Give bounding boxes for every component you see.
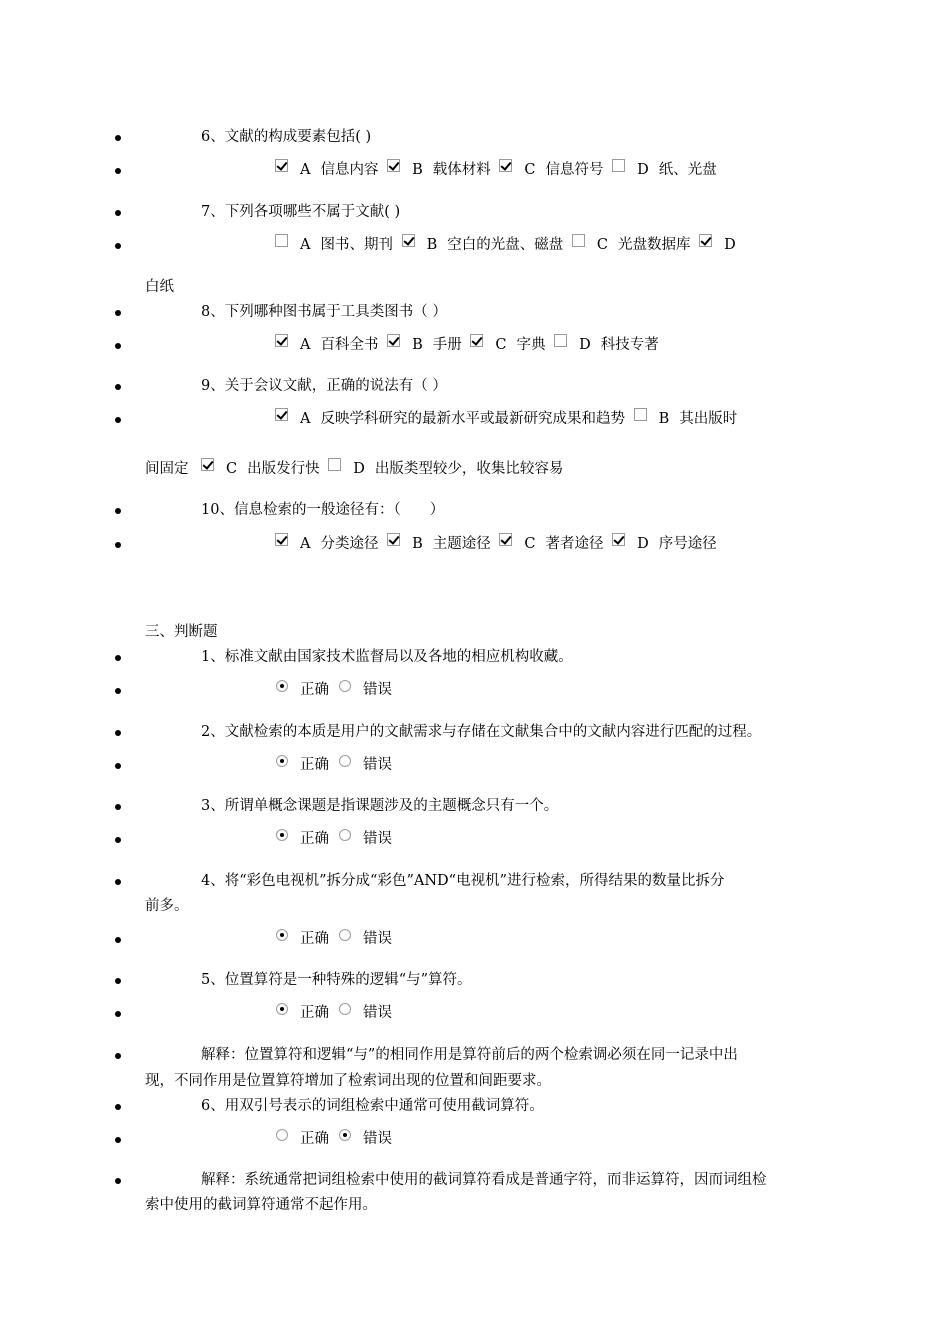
option-letter: B: [412, 162, 423, 178]
radio-false[interactable]: [339, 929, 351, 941]
question-text: 前多。: [145, 898, 189, 914]
checkbox[interactable]: [402, 234, 415, 247]
option-text: 分类途径: [320, 536, 379, 552]
option-text: 著者途径: [545, 536, 604, 552]
bullet-icon: [115, 168, 121, 174]
radio-true[interactable]: [276, 929, 288, 941]
checkbox[interactable]: [201, 458, 214, 471]
bullet-icon: [115, 542, 121, 548]
radio-false[interactable]: [339, 755, 351, 767]
checkbox[interactable]: [275, 533, 288, 546]
option-letter: B: [412, 536, 423, 552]
radio-false[interactable]: [339, 680, 351, 692]
bullet-icon: [115, 655, 121, 661]
option-text: 字典: [516, 337, 546, 353]
explanation-text: 解释：系统通常把词组检索中使用的截词算符看成是普通字符，而非运算符，因而词组检: [201, 1172, 767, 1188]
option-letter: D: [637, 536, 649, 552]
checkbox[interactable]: [328, 458, 341, 471]
option-text: 出版类型较少，收集比较容易: [374, 461, 564, 477]
section-title: 三、判断题: [145, 624, 218, 640]
option-group: [275, 160, 721, 180]
option-text: 出版发行快: [247, 461, 320, 477]
answer-true-label: 正确: [300, 1005, 329, 1021]
question-text: 6、用双引号表示的词组检索中通常可使用截词算符。: [201, 1098, 544, 1114]
question-text: 6、文献的构成要素包括( ): [201, 129, 372, 145]
question-text: 3、所谓单概念课题是指课题涉及的主题概念只有一个。: [201, 798, 559, 814]
radio-true[interactable]: [276, 1003, 288, 1015]
radio-true[interactable]: [276, 1129, 288, 1141]
checkbox[interactable]: [387, 159, 400, 172]
question-text: 8、下列哪种图书属于工具类图书（ ）: [201, 304, 447, 320]
checkbox[interactable]: [275, 159, 288, 172]
bullet-icon: [115, 804, 121, 810]
question-text: 4、将“彩色电视机”拆分成“彩色”AND“电视机”进行检索，所得结果的数量比拆分: [201, 873, 725, 889]
answer-group: [276, 929, 402, 949]
question-text: 10、信息检索的一般途径有：（ ）: [201, 502, 445, 518]
checkbox[interactable]: [387, 334, 400, 347]
answer-false-label: 错误: [363, 1005, 392, 1021]
bullet-icon: [115, 135, 121, 141]
option-letter: B: [426, 237, 438, 253]
option-text: 手册: [432, 337, 462, 353]
question-text: 5、位置算符是一种特殊的逻辑“与”算符。: [201, 972, 472, 988]
question-text: 9、关于会议文献，正确的说法有（ ）: [201, 378, 447, 394]
answer-true-label: 正确: [300, 757, 329, 773]
option-letter: C: [524, 536, 536, 552]
radio-false[interactable]: [339, 1003, 351, 1015]
bullet-icon: [115, 384, 121, 390]
radio-true[interactable]: [276, 755, 288, 767]
bullet-icon: [115, 508, 121, 514]
option-letter: D: [724, 237, 736, 253]
bullet-icon: [115, 1053, 121, 1059]
answer-false-label: 错误: [363, 1131, 392, 1147]
option-group: [201, 459, 567, 479]
answer-group: [276, 1129, 402, 1149]
option-letter: B: [658, 411, 670, 427]
bullet-icon: [115, 343, 121, 349]
bullet-icon: [115, 1104, 121, 1110]
answer-true-label: 正确: [300, 1131, 329, 1147]
option-text: 载体材料: [432, 162, 491, 178]
answer-group: [276, 829, 402, 849]
bullet-icon: [115, 1137, 121, 1143]
radio-false[interactable]: [339, 829, 351, 841]
bullet-icon: [115, 879, 121, 885]
answer-false-label: 错误: [363, 931, 392, 947]
explanation-text: 解释：位置算符和逻辑“与”的相同作用是算符前后的两个检索调必须在同一记录中出: [201, 1047, 738, 1063]
checkbox[interactable]: [499, 533, 512, 546]
explanation-text: 索中使用的截词算符通常不起作用。: [145, 1197, 377, 1213]
option-text: 信息内容: [320, 162, 379, 178]
bullet-icon: [115, 763, 121, 769]
bullet-icon: [115, 837, 121, 843]
option-letter: D: [637, 162, 649, 178]
option-text: 纸、光盘: [658, 162, 717, 178]
option-letter: B: [412, 337, 423, 353]
answer-group: [276, 755, 402, 775]
radio-true[interactable]: [276, 680, 288, 692]
option-group: [275, 534, 721, 554]
answer-true-label: 正确: [300, 831, 329, 847]
option-text: 主题途径: [432, 536, 491, 552]
option-letter: C: [495, 337, 507, 353]
answer-true-label: 正确: [300, 682, 329, 698]
checkbox[interactable]: [499, 159, 512, 172]
checkbox[interactable]: [470, 334, 483, 347]
answer-false-label: 错误: [363, 757, 392, 773]
bullet-icon: [115, 978, 121, 984]
option-text: 序号途径: [658, 536, 717, 552]
option-group: [275, 235, 746, 255]
option-letter: D: [579, 337, 591, 353]
bullet-icon: [115, 417, 121, 423]
answer-false-label: 错误: [363, 831, 392, 847]
checkbox[interactable]: [275, 408, 288, 421]
checkbox[interactable]: [275, 234, 288, 247]
option-group: [275, 335, 663, 355]
radio-false[interactable]: [339, 1129, 351, 1141]
explanation-text: 现，不同作用是位置算符增加了检索词出现的位置和间距要求。: [145, 1073, 551, 1089]
bullet-icon: [115, 688, 121, 694]
option-letter: C: [226, 461, 238, 477]
bullet-icon: [115, 1011, 121, 1017]
bullet-icon: [115, 937, 121, 943]
option-text: 空白的光盘、磁盘: [447, 237, 564, 253]
option-letter: D: [353, 461, 365, 477]
bullet-icon: [115, 210, 121, 216]
option-letter: A: [300, 162, 311, 178]
checkbox[interactable]: [612, 159, 625, 172]
radio-true[interactable]: [276, 829, 288, 841]
option-letter: A: [300, 411, 311, 427]
question-text: 7、下列各项哪些不属于文献( ): [201, 204, 401, 220]
checkbox[interactable]: [612, 533, 625, 546]
question-text: 2、文献检索的本质是用户的文献需求与存储在文献集合中的文献内容进行匹配的过程。: [201, 724, 762, 740]
option-text: 间固定: [145, 461, 189, 477]
answer-true-label: 正确: [300, 931, 329, 947]
option-text: 其出版时: [679, 411, 738, 427]
question-text: 1、标准文献由国家技术监督局以及各地的相应机构收藏。: [201, 649, 573, 665]
option-group: [275, 409, 741, 429]
answer-group: [276, 1003, 402, 1023]
option-text: 反映学科研究的最新水平或最新研究成果和趋势: [320, 411, 625, 427]
option-text: 光盘数据库: [617, 237, 691, 253]
option-letter: C: [596, 237, 608, 253]
option-text: 科技专著: [600, 337, 659, 353]
checkbox[interactable]: [572, 234, 585, 247]
option-text: 白纸: [145, 279, 174, 295]
checkbox[interactable]: [699, 234, 712, 247]
answer-group: [276, 680, 402, 700]
checkbox[interactable]: [275, 334, 288, 347]
checkbox[interactable]: [554, 334, 567, 347]
option-letter: C: [524, 162, 536, 178]
checkbox[interactable]: [387, 533, 400, 546]
bullet-icon: [115, 310, 121, 316]
answer-false-label: 错误: [363, 682, 392, 698]
option-letter: A: [300, 536, 311, 552]
option-letter: A: [300, 337, 311, 353]
bullet-icon: [115, 730, 121, 736]
option-text: 图书、期刊: [320, 237, 393, 253]
option-text: 信息符号: [545, 162, 604, 178]
bullet-icon: [115, 243, 121, 249]
option-text: 百科全书: [320, 337, 379, 353]
option-letter: A: [300, 237, 311, 253]
checkbox[interactable]: [634, 408, 647, 421]
bullet-icon: [115, 1178, 121, 1184]
